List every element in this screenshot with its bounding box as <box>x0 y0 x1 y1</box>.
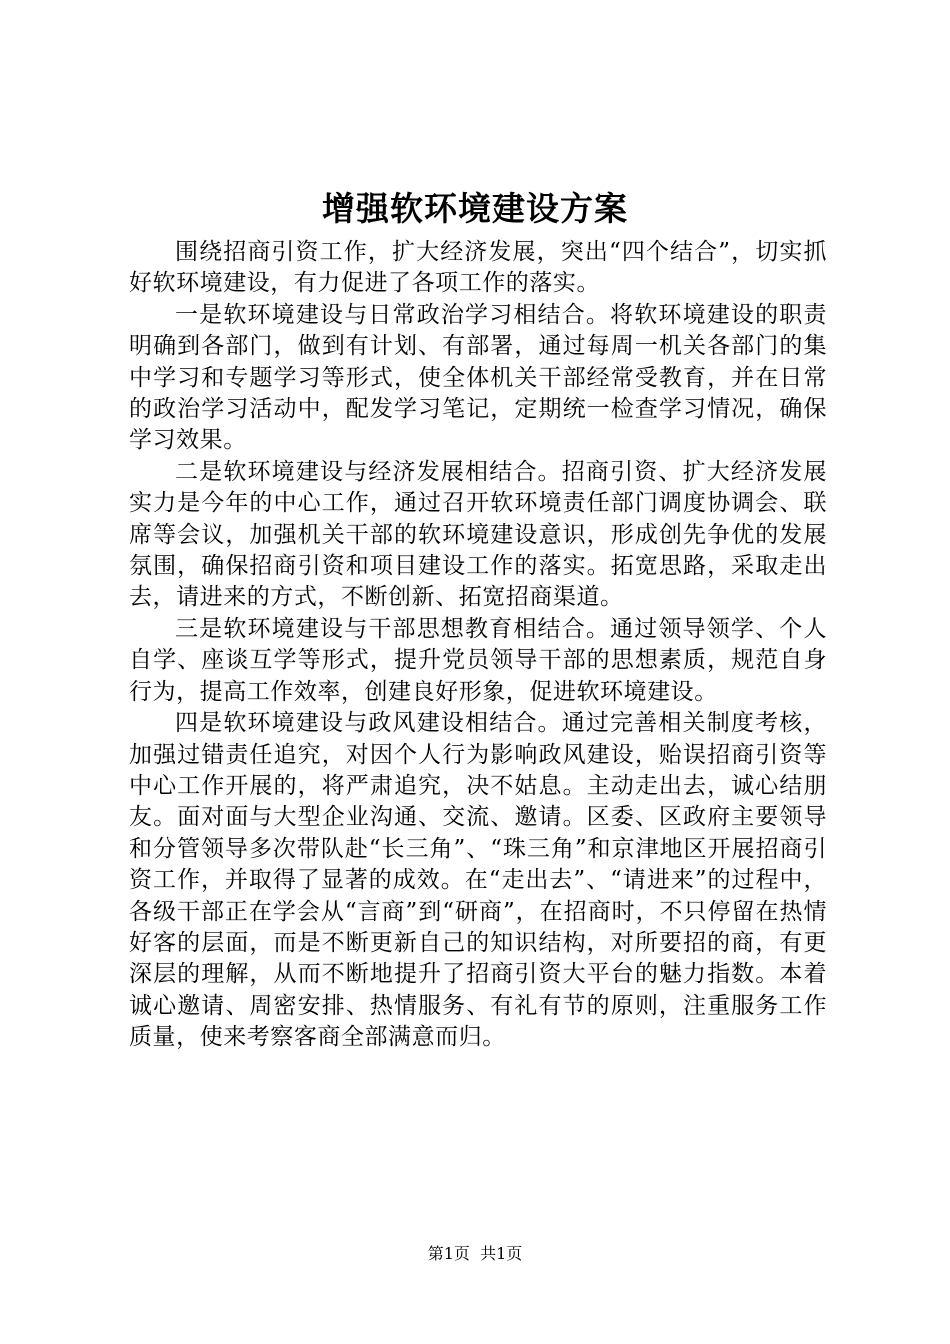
paragraph-point-4: 四是软环境建设与政风建设相结合。通过完善相关制度考核，加强过错责任追究，对因个人行为影响政风建设，贻误招商引资等中心工作开展的，将严肃追究，决不姑息。主动走出去，诚心结朋友。面对面与大型企业沟通、交流、邀请。区委、区政府主要领导和分管领导多次带队赴“长三角”、“珠三角”和京津地区开展招商引资工作，并取得了显著的成效。在“走出去”、“请进来”的过程中，各级干部正在学会从“言商”到“研商”，在招商时，不只停留在热情好客的层面，而是不断更新自己的知识结构，对所要招的商，有更深层的理解，从而不断地提升了招商引资大平台的魅力指数。本着诚心邀请、周密安排、热情服务、有礼有节的原则，注重服务工作质量，使来考察客商全部满意而归。 <box>129 710 827 1051</box>
page-number-footer: 第1页 共1页 <box>427 1244 523 1263</box>
paragraph-point-1: 一是软环境建设与日常政治学习相结合。将软环境建设的职责明确到各部门，做到有计划、有部署，通过每周一机关各部门的集中学习和专题学习等形式，使全体机关干部经常受教育，并在日常的政治学习活动中，配发学习笔记，定期统一检查学习情况，确保学习效果。 <box>129 301 827 454</box>
paragraph-intro: 围绕招商引资工作，扩大经济发展，突出“四个结合”，切实抓好软环境建设，有力促进了各项工作的落实。 <box>129 239 827 297</box>
document-body <box>129 237 827 1054</box>
paragraph-point-2: 二是软环境建设与经济发展相结合。招商引资、扩大经济发展实力是今年的中心工作，通过召开软环境责任部门调度协调会、联席等会议，加强机关干部的软环境建设意识，形成创先争优的发展氛围，确保招商引资和项目建设工作的落实。拓宽思路，采取走出去，请进来的方式，不断创新、拓宽招商渠道。 <box>129 458 827 611</box>
paragraph-point-3: 三是软环境建设与干部思想教育相结合。通过领导领学、个人自学、座谈互学等形式，提升党员领导干部的思想素质，规范自身行为，提高工作效率，创建良好形象，促进软环境建设。 <box>129 615 827 705</box>
document-title: 增强软环境建设方案 <box>322 189 628 228</box>
